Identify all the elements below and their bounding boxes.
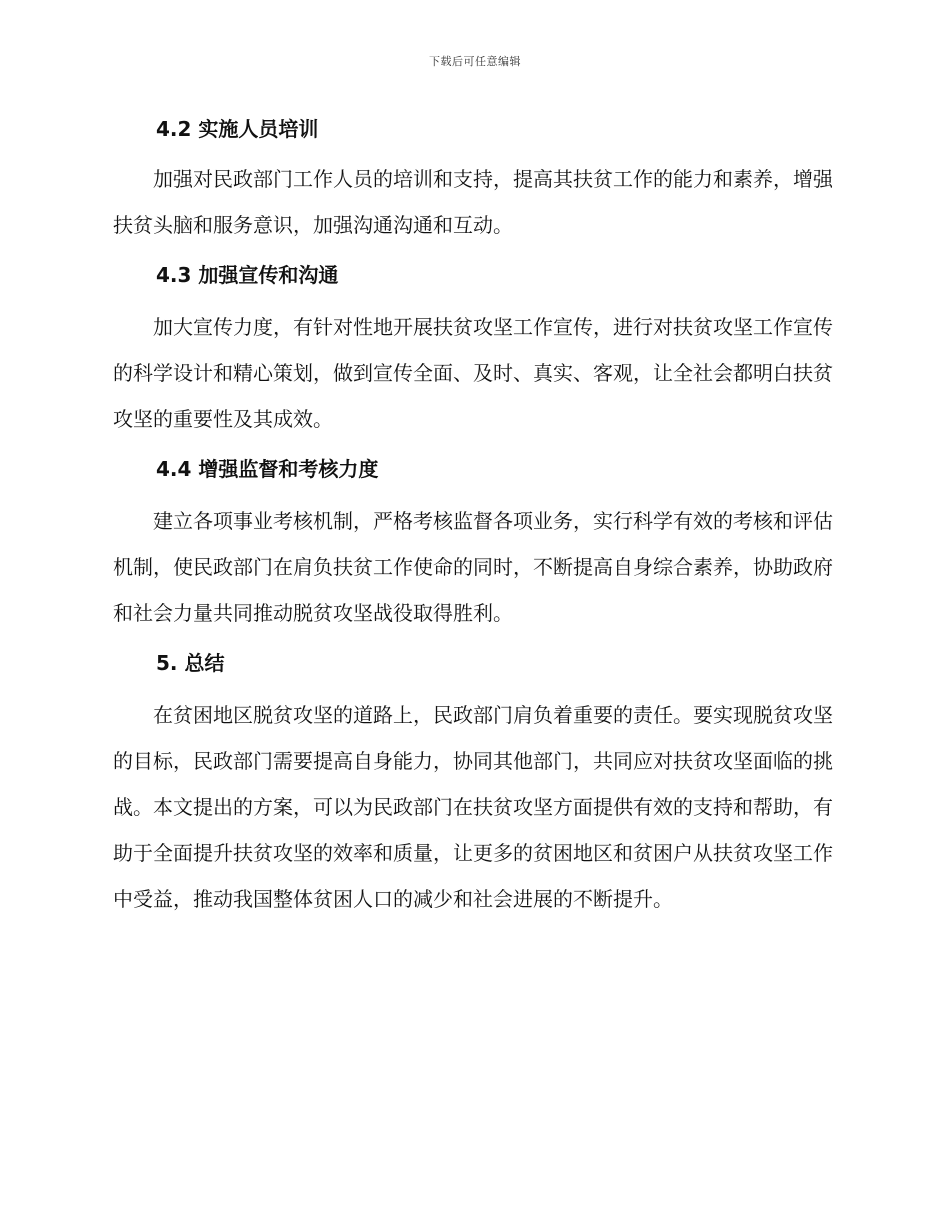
section-heading: 5. 总结: [156, 651, 225, 675]
section-paragraph: 在贫困地区脱贫攻坚的道路上，民政部门肩负着重要的责任。要实现脱贫攻坚的目标，民政部门需要提高自身能力，协同其他部门，共同应对扶贫攻坚面临的挑战。本文提出的方案，可以为民政部门在扶贫攻坚方面提供有效的支持和帮助，有助于全面提升扶贫攻坚的效率和质量，让更多的贫困地区和贫困户从扶贫攻坚工作中受益，推动我国整体贫困人口的减少和社会进展的不断提升。: [113, 703, 833, 911]
document-body: [113, 108, 833, 928]
section-heading: 4.3 加强宣传和沟通: [156, 263, 339, 287]
section-paragraph: 加强对民政部门工作人员的培训和支持，提高其扶贫工作的能力和素养，增强扶贫头脑和服务意识，加强沟通沟通和互动。: [113, 167, 833, 237]
section-4-4: [113, 448, 833, 636]
section-4-3: [113, 254, 833, 442]
header-note: 下载后可任意编辑: [429, 55, 521, 68]
section-4-2: [113, 108, 833, 248]
section-5: [113, 642, 833, 922]
section-paragraph: 加大宣传力度，有针对性地开展扶贫攻坚工作宣传，进行对扶贫攻坚工作宣传的科学设计和精心策划，做到宣传全面、及时、真实、客观，让全社会都明白扶贫攻坚的重要性及其成效。: [113, 315, 833, 431]
section-paragraph: 建立各项事业考核机制，严格考核监督各项业务，实行科学有效的考核和评估机制，使民政部门在肩负扶贫工作使命的同时，不断提高自身综合素养，协助政府和社会力量共同推动脱贫攻坚战役取得胜利。: [113, 509, 833, 625]
section-heading: 4.4 增强监督和考核力度: [156, 457, 379, 481]
section-heading: 4.2 实施人员培训: [156, 117, 319, 141]
